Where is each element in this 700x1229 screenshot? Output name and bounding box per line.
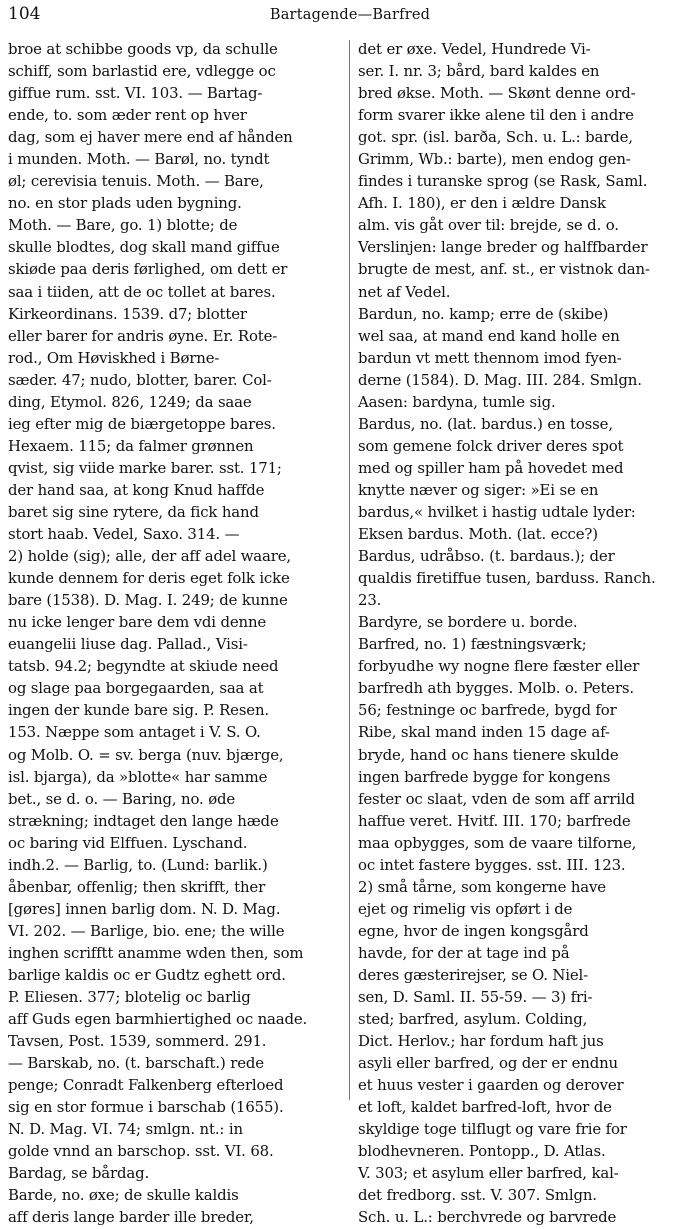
text-line: det fredborg. sst. V. 307. Smlgn. [358,1186,597,1205]
text-line: Bardun, no. kamp; erre de (skibe) [358,304,609,323]
text-line: deres gæsterirejser, se O. Niel- [358,965,589,984]
text-line: isl. bjarga), da »blotte« har samme [8,767,268,786]
text-line: rod., Om Høviskhed i Børne- [8,348,220,367]
text-line: net af Vedel. [358,282,451,301]
text-line: [gøres] innen barlig dom. N. D. Mag. [8,899,281,918]
page-number: 104 [8,4,41,24]
text-line: åbenbar, offenlig; then skrifft, ther [8,877,266,896]
text-line: der hand saa, at kong Knud haffde [8,480,265,499]
text-line: det er øxe. Vedel, Hundrede Vi- [358,40,591,58]
text-line: Verslinjen: lange breder og halffbarder [358,238,648,257]
text-line: inghen scrifftt anamme wden then, som [8,943,304,962]
text-line: ingen barfrede bygge for kongens [358,767,611,786]
text-line: 2) holde (sig); alle, der aff adel waare, [8,547,291,566]
text-line: eller barer for andris øyne. Er. Rote- [8,326,278,345]
text-line: form svarer ikke alene til den i andre [358,106,634,125]
text-line: haffue veret. Hvitf. III. 170; barfrede [358,811,631,830]
text-line: ejet og rimelig vis opført i de [358,899,573,918]
text-line: havde, for der at tage ind på [358,943,570,962]
text-line: Bardyre, se bordere u. borde. [358,613,578,632]
text-line: aff Guds egen barmhiertighed oc naade. [8,1010,308,1029]
text-line: bare (1538). D. Mag. I. 249; de kunne [8,591,288,610]
text-line: qualdis firetiffue tusen, barduss. Ranch. [358,569,656,588]
text-line: Grimm, Wb.: barte), men endog gen- [358,150,631,169]
text-line: Eksen bardus. Moth. (lat. ecce?) [358,525,598,544]
text-line: bred økse. Moth. — Skønt denne ord- [358,84,636,103]
text-line: og slage paa borgegaarden, saa at [8,679,264,698]
text-line: findes i turanske sprog (se Rask, Saml. [358,172,648,191]
text-line: øl; cerevisia tenuis. Moth. — Bare, [8,172,264,191]
text-line: barfredh ath bygges. Molb. o. Peters. [358,679,634,698]
text-line: broe at schibbe goods vp, da schulle [8,40,278,58]
text-line: Aasen: bardyna, tumle sig. [358,392,556,411]
text-line: baret sig sine rytere, da fick hand [8,502,259,521]
text-line: i munden. Moth. — Barøl, no. tyndt [8,150,270,169]
left-column [8,38,340,1227]
text-line: skulle blodtes, dog skall mand giffue [8,238,280,257]
text-line: tatsb. 94.2; begyndte at skiude need [8,657,279,676]
text-line: giffue rum. sst. VI. 103. — Bartag- [8,84,263,103]
text-line: V. 303; et asylum eller barfred, kal- [358,1164,619,1183]
text-line: forbyudhe wy nogne flere fæster eller [358,657,640,676]
text-line: bardus,« hvilket i hastig udtale lyder: [358,502,636,521]
text-line: 2) små tårne, som kongerne have [358,877,606,896]
text-line: Hexaem. 115; da falmer grønnen [8,436,254,455]
text-line: schiff, som barlastid ere, vdlegge oc [8,62,276,81]
text-line: Bardus, udråbso. (t. bardaus.); der [358,547,615,566]
text-line: som gemene folck driver deres spot [358,436,624,455]
text-line: 153. Næppe som antaget i V. S. O. [8,723,261,742]
text-line: Barfred, no. 1) fæstningsværk; [358,635,587,654]
text-line: strækning; indtaget den lange hæde [8,811,279,830]
text-line: Bardus, no. (lat. bardus.) en tosse, [358,414,613,433]
text-line: oc intet fastere bygges. sst. III. 123. [358,855,626,874]
text-line: dag, som ej haver mere end af hånden [8,128,293,147]
text-line: nu icke lenger bare dem vdi denne [8,613,267,632]
text-line: N. D. Mag. VI. 74; smlgn. nt.: in [8,1120,243,1139]
text-line: sen, D. Saml. II. 55-59. — 3) fri- [358,988,593,1007]
text-line: maa opbygges, som de vaare tilforne, [358,833,637,852]
text-line: og Molb. O. = sv. berga (nuv. bjærge, [8,745,284,764]
text-line: ingen der kunde bare sig. P. Resen. [8,701,269,720]
text-line: saa i tiiden, att de oc tollet at bares. [8,282,276,301]
text-line: sig en stor formue i barschab (1655). [8,1098,284,1117]
text-line: VI. 202. — Barlige, bio. ene; the wille [8,921,285,940]
text-line: et loft, kaldet barfred-loft, hvor de [358,1098,612,1117]
text-line: got. spr. (isl. barða, Sch. u. L.: barde, [358,128,633,147]
text-line: bardun vt mett thennom imod fyen- [358,348,622,367]
right-column [358,38,692,1227]
text-line: Barde, no. øxe; de skulle kaldis [8,1186,239,1205]
text-line: qvist, sig viide marke barer. sst. 171; [8,458,282,477]
text-line: Bardag, se bårdag. [8,1164,150,1183]
text-line: skiøde paa deris førlighed, om dett er [8,260,288,279]
text-line: Kirkeordinans. 1539. d7; blotter [8,304,247,323]
text-line: Sch. u. L.: berchvrede og barvrede [358,1208,617,1227]
text-line: brugte de mest, anf. st., er vistnok dan- [358,260,650,279]
text-line: ding, Etymol. 826, 1249; da saae [8,392,252,411]
text-line: egne, hvor de ingen kongsgård [358,921,589,940]
text-line: 23. [358,591,382,610]
text-line: stort haab. Vedel, Saxo. 314. — [8,525,240,544]
text-line: P. Eliesen. 377; blotelig oc barlig [8,988,251,1007]
text-line: aff deris lange barder ille breder, [8,1208,254,1227]
page-header [0,0,700,36]
text-line: ieg efter mig de biærgetoppe bares. [8,414,276,433]
column-divider [349,40,350,1100]
text-line: ende, to. som æder rent op hver [8,106,247,125]
text-line: bet., se d. o. — Baring, no. øde [8,789,236,808]
text-line: med og spiller ham på hovedet med [358,458,624,477]
text-line: sted; barfred, asylum. Colding, [358,1010,588,1029]
text-line: Moth. — Bare, go. 1) blotte; de [8,216,238,235]
text-line: wel saa, at mand end kand holle en [358,326,620,345]
text-line: derne (1584). D. Mag. III. 284. Smlgn. [358,370,642,389]
text-line: 56; festninge oc barfrede, bygd for [358,701,617,720]
text-line: alm. vis gåt over til: brejde, se d. o. [358,216,619,235]
text-line: knytte næver og siger: »Ei se en [358,480,599,499]
text-line: et huus vester i gaarden og derover [358,1076,624,1095]
text-line: sæder. 47; nudo, blotter, barer. Col- [8,370,272,389]
text-line: penge; Conradt Falkenberg efterloed [8,1076,284,1095]
text-line: Tavsen, Post. 1539, sommerd. 291. [8,1032,267,1051]
text-line: — Barskab, no. (t. barschaft.) rede [8,1054,264,1073]
text-line: Dict. Herlov.; har fordum haft jus [358,1032,604,1051]
text-line: barlige kaldis oc er Gudtz eghett ord. [8,965,286,984]
text-line: Ribe, skal mand inden 15 dage af- [358,723,610,742]
text-line: bryde, hand oc hans tienere skulde [358,745,619,764]
text-line: no. en stor plads uden bygning. [8,194,242,213]
text-line: kunde dennem for deris eget folk icke [8,569,290,588]
text-line: fester oc slaat, vden de som aff arrild [358,789,635,808]
text-line: oc baring vid Elffuen. Lyschand. [8,833,248,852]
text-line: blodhevneren. Pontopp., D. Atlas. [358,1142,606,1161]
text-line: skyldige toge tilflugt og vare frie for [358,1120,627,1139]
text-line: ser. I. nr. 3; bård, bard kaldes en [358,62,600,81]
text-line: golde vnnd an barschop. sst. VI. 68. [8,1142,274,1161]
text-line: asyli eller barfred, og der er endnu [358,1054,618,1073]
text-line: indh.2. — Barlig, to. (Lund: barlik.) [8,855,268,874]
running-head: Bartagende—Barfred [269,7,431,23]
text-line: Afh. I. 180), er den i ældre Dansk [358,194,606,213]
text-line: euangelii liuse dag. Pallad., Visi- [8,635,248,654]
